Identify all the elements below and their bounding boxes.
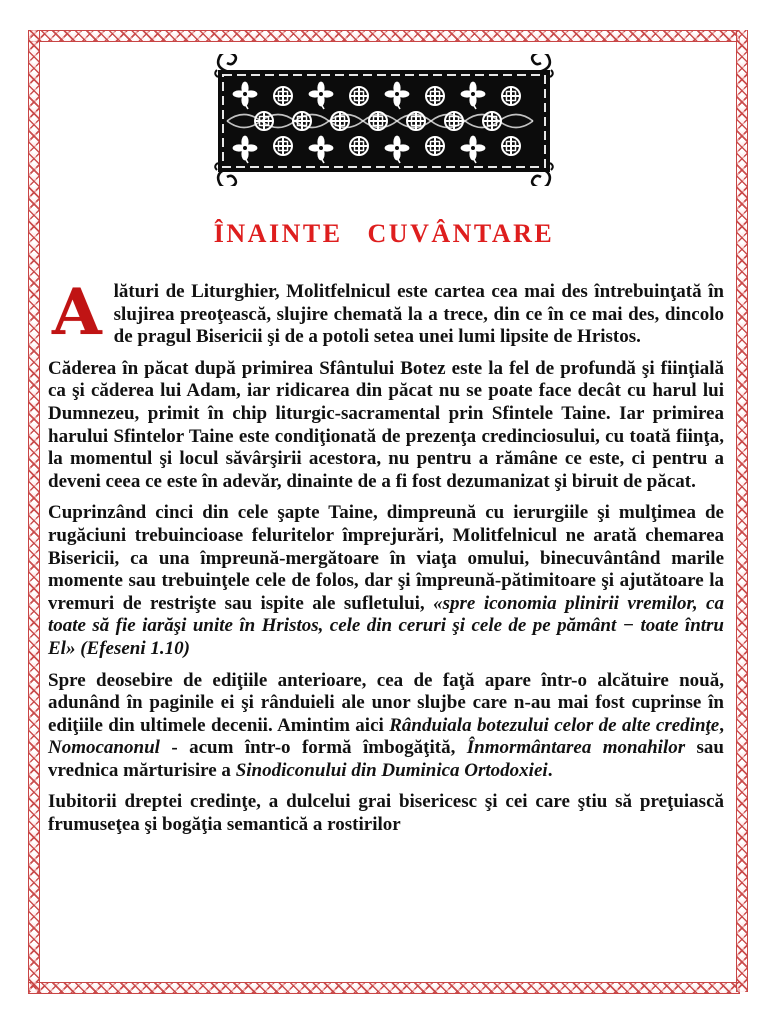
text-run: Iubitorii dreptei credinţe, a dulcelui grai bisericesc şi cei care ştiu să preţuiască frumuseţea şi bogăţia semantică a rostirilor <box>48 791 724 836</box>
page-border-left <box>28 30 40 992</box>
paragraph <box>48 791 724 836</box>
ornament-banner-icon <box>211 54 557 186</box>
text-run: . <box>547 759 553 781</box>
text-run-italic: Înmormântarea monahilor <box>466 737 686 759</box>
page-border-bottom <box>28 982 740 994</box>
text-run: lături de Liturghier, Molitfelnicul este cartea cea mai des întrebuinţată în slujirea preoţească, slujire chemată la a trece, din ce în ce mai des, dincolo de pragul Bisericii şi de a potoli setea unei lumi lipsite de Hristos. <box>113 281 724 348</box>
paragraph <box>48 502 724 660</box>
text-run-italic: Sinodiconului din Duminica Ortodoxiei <box>235 759 548 781</box>
paragraph <box>48 275 724 350</box>
page-border-top <box>28 30 740 42</box>
page-border-right <box>736 30 748 992</box>
text-run-italic: Rânduiala botezului celor de alte credinţe <box>389 714 720 736</box>
text-run-italic: «spre iconomia plinirii vremilor, ca toate să fie iarăşi unite în Hristos, cele din ceruri şi cele de pe pământ − toate întru El» (Efeseni 1.10) <box>48 592 724 659</box>
text-run: Cuprinzând cinci din cele şapte Taine, dimpreună cu ierurgiile şi mulţimea de rugăciuni trebuincioase feluritelor împrejurări, Molitfelnicul ne arată chemarea Bisericii, ca una împreună-mergătoare în viaţa omului, binecuvântând marile momente sau trebuinţele cele de folos, dar şi împreună-pătimitoare şi ajutătoare la vremuri de restrişte sau ispite ale sufletului, <box>48 502 724 614</box>
text-run: , <box>719 714 724 736</box>
text-run: Căderea în păcat după primirea Sfântului Botez este la fel de profundă şi fiinţială ca şi căderea lui Adam, iar ridicarea din păcat nu se poate face decât cu harul lui Dumnezeu, primit în chip liturgic-sacramental prin Sfintele Taine. Iar primirea harului Sfintelor Taine este condiţionată de prezenţa credinciosului, cu toată fiinţa, la momentul şi locul săvârşirii acestora, nu pentru a rămâne ce este, ci pentru a deveni ceea ce este în adevăr, dinainte de a fi fost dezumanizat şi biruit de păcat. <box>48 357 724 492</box>
drop-cap-letter: A <box>52 275 102 350</box>
body-text <box>48 275 725 837</box>
paragraph <box>48 670 724 783</box>
paragraph <box>48 358 724 494</box>
text-run: sau vrednica mărturisire a <box>48 737 725 781</box>
text-run-italic: Nomocanonul <box>48 737 160 759</box>
ornament-banner-engraving <box>211 54 557 186</box>
page-title: ÎNAINTE CUVÂNTARE <box>213 219 555 248</box>
text-run: - acum într-o formă îmbogăţită, <box>159 737 467 759</box>
text-run: Spre deosebire de ediţiile anterioare, cea de faţă apare într-o alcătuire nouă, adunând în paginile ei şi rânduieli ale unor slujbe care n-au mai fost cuprinse în ediţiile din ultimele decenii. Amintim aici <box>48 669 724 736</box>
